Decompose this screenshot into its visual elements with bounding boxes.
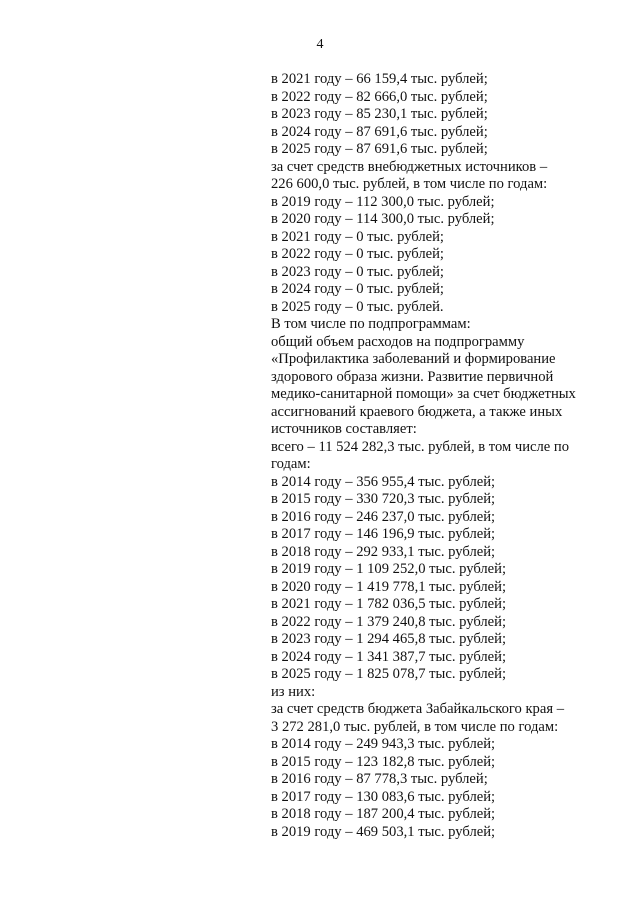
text-line: в 2019 году – 112 300,0 тыс. рублей; bbox=[271, 193, 495, 210]
text-line: всего – 11 524 282,3 тыс. рублей, в том числе по bbox=[271, 438, 570, 455]
text-line: в 2017 году – 130 083,6 тыс. рублей; bbox=[271, 788, 496, 805]
text-line: в 2020 году – 1 419 778,1 тыс. рублей; bbox=[271, 578, 507, 595]
text-line: в 2022 году – 1 379 240,8 тыс. рублей; bbox=[271, 613, 507, 630]
text-line: медико-санитарной помощи» за счет бюджетных bbox=[271, 386, 576, 402]
text-line: за счет средств внебюджетных источников – bbox=[271, 158, 548, 175]
text-line: в 2024 году – 1 341 387,7 тыс. рублей; bbox=[271, 648, 507, 665]
text-line: в 2025 году – 0 тыс. рублей. bbox=[271, 298, 444, 315]
text-line: в 2023 году – 0 тыс. рублей; bbox=[271, 263, 444, 280]
text-line: в 2024 году – 0 тыс. рублей; bbox=[271, 281, 444, 297]
text-line: в 2022 году – 82 666,0 тыс. рублей; bbox=[271, 88, 488, 105]
text-line: в 2023 году – 85 230,1 тыс. рублей; bbox=[271, 106, 488, 122]
page-number: 4 bbox=[316, 37, 324, 52]
text-line: в 2021 году – 1 782 036,5 тыс. рублей; bbox=[271, 596, 507, 612]
text-line: из них: bbox=[271, 683, 316, 700]
text-line: в 2015 году – 330 720,3 тыс. рублей; bbox=[271, 491, 496, 507]
text-line: в 2018 году – 187 200,4 тыс. рублей; bbox=[271, 806, 496, 822]
text-line: в 2021 году – 0 тыс. рублей; bbox=[271, 228, 444, 245]
text-line: в 2015 году – 123 182,8 тыс. рублей; bbox=[271, 753, 496, 770]
text-line: годам: bbox=[271, 456, 311, 472]
text-line: В том числе по подпрограммам: bbox=[271, 316, 471, 332]
text-line: 3 272 281,0 тыс. рублей, в том числе по годам: bbox=[271, 718, 559, 735]
text-line: в 2017 году – 146 196,9 тыс. рублей; bbox=[271, 526, 496, 542]
text-line: в 2019 году – 1 109 252,0 тыс. рублей; bbox=[271, 561, 507, 577]
text-line: в 2025 году – 87 691,6 тыс. рублей; bbox=[271, 141, 488, 157]
text-line: в 2024 году – 87 691,6 тыс. рублей; bbox=[271, 123, 488, 140]
text-line: за счет средств бюджета Забайкальского края – bbox=[271, 701, 564, 717]
text-line: в 2023 году – 1 294 465,8 тыс. рублей; bbox=[271, 631, 507, 647]
text-line: в 2016 году – 246 237,0 тыс. рублей; bbox=[271, 508, 496, 525]
text-line: в 2014 году – 356 955,4 тыс. рублей; bbox=[271, 473, 496, 490]
text-line: в 2021 году – 66 159,4 тыс. рублей; bbox=[271, 71, 488, 87]
text-line: источников составляет: bbox=[271, 421, 417, 437]
text-line: в 2018 году – 292 933,1 тыс. рублей; bbox=[271, 543, 496, 560]
text-line: ассигнований краевого бюджета, а также иных bbox=[271, 403, 563, 420]
text-line: общий объем расходов на подпрограмму bbox=[271, 333, 525, 350]
text-line: в 2016 году – 87 778,3 тыс. рублей; bbox=[271, 771, 488, 787]
text-line: в 2022 году – 0 тыс. рублей; bbox=[271, 246, 444, 262]
text-line: в 2019 году – 469 503,1 тыс. рублей; bbox=[271, 823, 496, 840]
text-line: в 2020 году – 114 300,0 тыс. рублей; bbox=[271, 211, 495, 227]
text-line: 226 600,0 тыс. рублей, в том числе по годам: bbox=[271, 176, 548, 192]
text-line: «Профилактика заболеваний и формирование bbox=[271, 351, 556, 367]
text-line: здорового образа жизни. Развитие первичной bbox=[271, 368, 554, 385]
text-line: в 2014 году – 249 943,3 тыс. рублей; bbox=[271, 736, 496, 752]
document-text-block bbox=[271, 71, 621, 841]
text-line: в 2025 году – 1 825 078,7 тыс. рублей; bbox=[271, 666, 507, 682]
